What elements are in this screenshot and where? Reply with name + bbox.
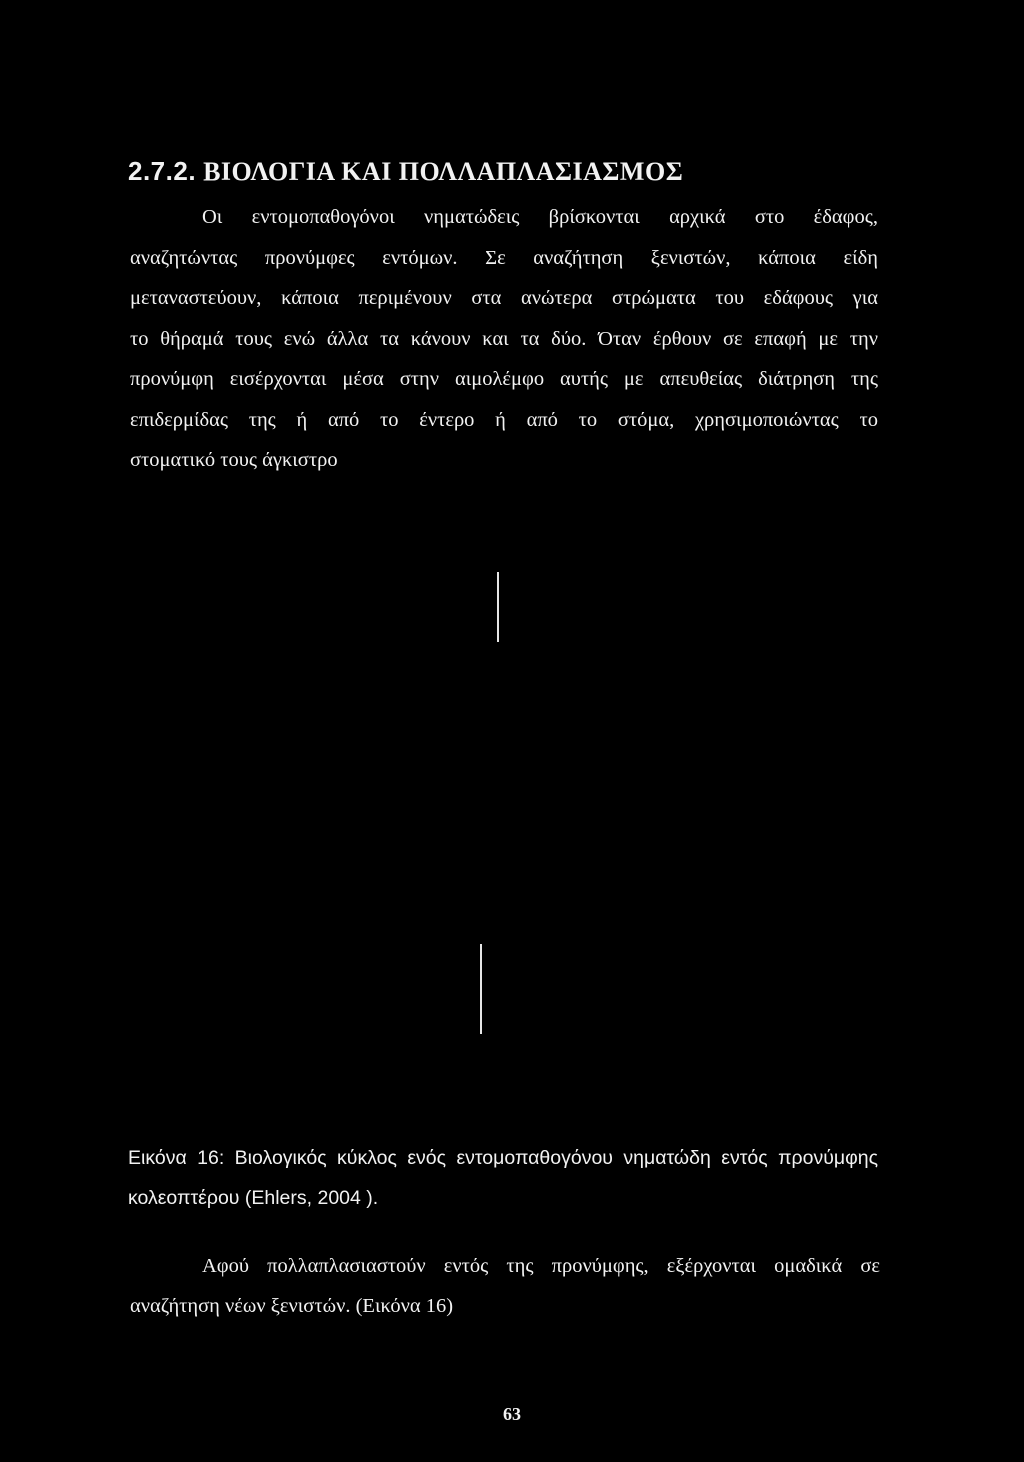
section-title: ΒΙΟΛΟΓΙΑ ΚΑΙ ΠΟΛΛΑΠΛΑΣΙΑΣΜΟΣ xyxy=(203,157,684,186)
paragraph-line: το θήραμά τους ενώ άλλα τα κάνουν και τα δύο. Όταν έρθουν σε επαφή με την xyxy=(130,327,878,350)
paragraph-line: μεταναστεύουν, κάποια περιμένουν στα ανώτερα στρώματα του εδάφους για xyxy=(130,287,878,309)
section-heading xyxy=(128,156,683,187)
paragraph-line: Αφού πολλαπλασιαστούν εντός της προνύμφης, εξέρχονται ομαδικά σε xyxy=(202,1255,880,1277)
paragraph-line: αναζητώντας προνύμφες εντόμων. Σε αναζήτηση ξενιστών, κάποια είδη xyxy=(130,246,878,269)
caption-line: Εικόνα 16: Βιολογικός κύκλος ενός εντομοπαθογόνου νηματώδη εντός προνύμφης xyxy=(128,1147,878,1169)
page-number: 63 xyxy=(503,1404,521,1424)
paragraph-line: Οι εντομοπαθογόνοι νηματώδεις βρίσκονται αρχικά στο έδαφος, xyxy=(202,206,878,228)
paragraph-line: προνύμφη εισέρχονται μέσα στην αιμολέμφο αυτής με απευθείας διάτρηση της xyxy=(130,368,878,390)
section-number: 2.7.2. xyxy=(128,156,197,186)
paragraph-line: επιδερμίδας της ή από το έντερο ή από το στόμα, χρησιμοποιώντας το xyxy=(130,408,878,431)
paragraph-line: στοματικό τους άγκιστρο xyxy=(130,449,338,471)
figure-placeholder xyxy=(128,520,878,1120)
paragraph-followup xyxy=(130,1246,880,1326)
figure-caption xyxy=(128,1138,878,1218)
paragraph-intro xyxy=(130,197,878,481)
paragraph-line: αναζήτηση νέων ξενιστών. (Εικόνα 16) xyxy=(130,1295,454,1317)
figure-mark xyxy=(480,944,482,1034)
caption-line: κολεοπτέρου (Ehlers, 2004 ). xyxy=(128,1187,379,1209)
figure-mark xyxy=(497,572,499,642)
